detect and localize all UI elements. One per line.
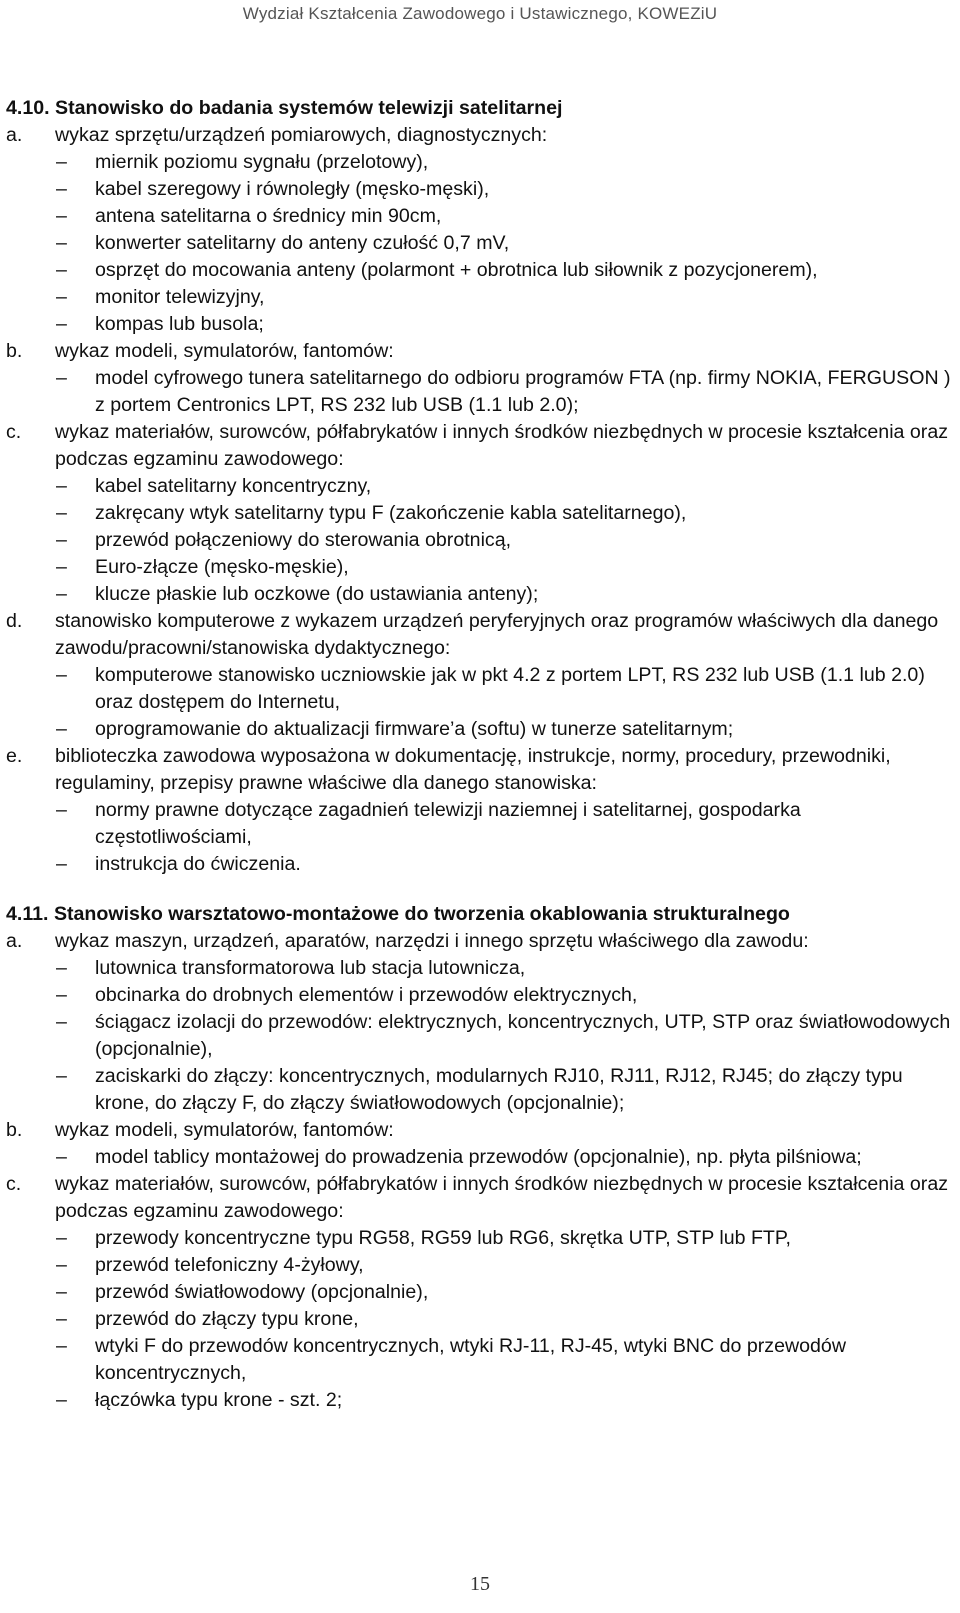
sub-list-text: monitor telewizyjny, (95, 286, 265, 308)
sub-list-text: przewód połączeniowy do sterowania obrotnicą, (95, 529, 512, 551)
item-letter: a. (6, 930, 23, 952)
list-item (6, 338, 954, 365)
dash-bullet-icon: – (56, 1389, 67, 1411)
sub-list-text: klucze płaskie lub oczkowe (do ustawiania anteny); (95, 583, 539, 605)
item-text: wykaz modeli, symulatorów, fantomów: (55, 1119, 394, 1141)
sub-list (6, 955, 954, 1117)
sub-list-text: Euro-złącze (męsko-męskie), (95, 556, 349, 578)
dash-bullet-icon: – (56, 151, 67, 173)
item-text: biblioteczka zawodowa wyposażona w dokumentację, instrukcje, normy, procedury, przewodniki, regulaminy, przepisy prawne właściwe dla danego stanowiska: (55, 745, 891, 794)
page-header: Wydział Kształcenia Zawodowego i Ustawicznego, KOWEZiU (242, 4, 718, 23)
dash-bullet-icon: – (56, 529, 67, 551)
item-letter: a. (6, 124, 23, 146)
dash-bullet-icon: – (56, 799, 67, 821)
sub-list (6, 473, 954, 608)
sub-list-item (6, 203, 954, 230)
dash-bullet-icon: – (56, 1281, 67, 1303)
list-item (6, 743, 954, 797)
dash-bullet-icon: – (56, 259, 67, 281)
sub-list-item (6, 176, 954, 203)
document-body (6, 94, 954, 1414)
dash-bullet-icon: – (56, 178, 67, 200)
sub-list-item (6, 1252, 954, 1279)
sub-list (6, 1225, 954, 1414)
list-item (6, 928, 954, 955)
sub-list-text: zakręcany wtyk satelitarny typu F (zakończenie kabla satelitarnego), (95, 502, 687, 524)
dash-bullet-icon: – (56, 232, 67, 254)
dash-bullet-icon: – (56, 583, 67, 605)
dash-bullet-icon: – (56, 718, 67, 740)
list-item (6, 1117, 954, 1144)
sub-list-text: przewód światłowodowy (opcjonalnie), (95, 1281, 429, 1303)
item-letter: d. (6, 610, 23, 632)
dash-bullet-icon: – (56, 1011, 67, 1033)
sub-list-item (6, 1279, 954, 1306)
sub-list-item (6, 554, 954, 581)
section (6, 94, 954, 878)
dash-bullet-icon: – (56, 664, 67, 686)
item-letter: b. (6, 1119, 23, 1141)
sub-list-item (6, 284, 954, 311)
sub-list-text: łączówka typu krone - szt. 2; (95, 1389, 343, 1411)
dash-bullet-icon: – (56, 984, 67, 1006)
item-text: wykaz maszyn, urządzeń, aparatów, narzędzi i innego sprzętu właściwego dla zawodu: (55, 930, 809, 952)
sub-list-item (6, 797, 954, 851)
sub-list-item (6, 1333, 954, 1387)
dash-bullet-icon: – (56, 1146, 67, 1168)
sub-list-text: przewody koncentryczne typu RG58, RG59 lub RG6, skrętka UTP, STP lub FTP, (95, 1227, 791, 1249)
sub-list-item (6, 1144, 954, 1171)
page-number: 15 (470, 1573, 490, 1595)
list-item (6, 419, 954, 473)
item-letter: b. (6, 340, 23, 362)
sub-list-text: komputerowe stanowisko uczniowskie jak w pkt 4.2 z portem LPT, RS 232 lub USB (1.1 lub 2.0) oraz dostępem do Internetu, (95, 664, 925, 713)
list-item (6, 608, 954, 662)
sub-list-text: model cyfrowego tunera satelitarnego do odbioru programów FTA (np. firmy NOKIA, FERGUSON ) z portem Centronics LPT, RS 232 lub USB (1.1 lub 2.0); (95, 367, 951, 416)
dash-bullet-icon: – (56, 1254, 67, 1276)
sub-list-text: ściągacz izolacji do przewodów: elektrycznych, koncentrycznych, UTP, STP oraz światłowodowych (opcjonalnie), (95, 1011, 951, 1060)
sub-list (6, 365, 954, 419)
sub-list-item (6, 1387, 954, 1414)
sub-list-item (6, 581, 954, 608)
sub-list-text: wtyki F do przewodów koncentrycznych, wtyki RJ-11, RJ-45, wtyki BNC do przewodów koncentrycznych, (95, 1335, 846, 1384)
sub-list-item (6, 311, 954, 338)
sub-list-item (6, 1225, 954, 1252)
dash-bullet-icon: – (56, 957, 67, 979)
sub-list-text: normy prawne dotyczące zagadnień telewizji naziemnej i satelitarnej, gospodarka częstotliwościami, (95, 799, 801, 848)
sub-list-text: obcinarka do drobnych elementów i przewodów elektrycznych, (95, 984, 638, 1006)
sub-list-text: instrukcja do ćwiczenia. (95, 853, 301, 875)
sub-list-text: oprogramowanie do aktualizacji firmware’a (softu) w tunerze satelitarnym; (95, 718, 734, 740)
sub-list (6, 1144, 954, 1171)
sub-list-text: przewód do złączy typu krone, (95, 1308, 359, 1330)
dash-bullet-icon: – (56, 313, 67, 335)
dash-bullet-icon: – (56, 205, 67, 227)
list-item (6, 1171, 954, 1225)
dash-bullet-icon: – (56, 367, 67, 389)
sub-list-text: antena satelitarna o średnicy min 90cm, (95, 205, 442, 227)
sub-list (6, 149, 954, 338)
section-title: 4.10. Stanowisko do badania systemów telewizji satelitarnej (6, 97, 563, 119)
dash-bullet-icon: – (56, 1065, 67, 1087)
sub-list-item (6, 1009, 954, 1063)
sub-list-text: konwerter satelitarny do anteny czułość 0,7 mV, (95, 232, 510, 254)
dash-bullet-icon: – (56, 1308, 67, 1330)
sub-list-item (6, 716, 954, 743)
item-letter: c. (6, 421, 22, 443)
sub-list-text: miernik poziomu sygnału (przelotowy), (95, 151, 429, 173)
dash-bullet-icon: – (56, 502, 67, 524)
sub-list-item (6, 527, 954, 554)
sub-list-item (6, 257, 954, 284)
dash-bullet-icon: – (56, 1227, 67, 1249)
dash-bullet-icon: – (56, 556, 67, 578)
list-item (6, 122, 954, 149)
dash-bullet-icon: – (56, 475, 67, 497)
item-text: wykaz sprzętu/urządzeń pomiarowych, diagnostycznych: (55, 124, 548, 146)
sub-list (6, 797, 954, 878)
sub-list-text: kompas lub busola; (95, 313, 264, 335)
dash-bullet-icon: – (56, 1335, 67, 1357)
sub-list (6, 662, 954, 743)
sub-list-text: zaciskarki do złączy: koncentrycznych, modularnych RJ10, RJ11, RJ12, RJ45; do złączy typu krone, do złączy F, do złączy światłowodowych (opcjonalnie); (95, 1065, 903, 1114)
sub-list-text: osprzęt do mocowania anteny (polarmont + obrotnica lub siłownik z pozycjonerem), (95, 259, 818, 281)
item-text: stanowisko komputerowe z wykazem urządzeń peryferyjnych oraz programów właściwych dla danego zawodu/pracowni/stanowiska dydaktycznego: (55, 610, 939, 659)
sub-list-item (6, 1306, 954, 1333)
sub-list-item (6, 1063, 954, 1117)
sub-list-item (6, 500, 954, 527)
sub-list-item (6, 955, 954, 982)
dash-bullet-icon: – (56, 286, 67, 308)
sub-list-item (6, 365, 954, 419)
item-text: wykaz modeli, symulatorów, fantomów: (55, 340, 394, 362)
sub-list-item (6, 662, 954, 716)
sub-list-item (6, 851, 954, 878)
section (6, 900, 954, 1414)
sub-list-item (6, 149, 954, 176)
sub-list-item (6, 473, 954, 500)
sub-list-text: lutownica transformatorowa lub stacja lutownicza, (95, 957, 526, 979)
item-text: wykaz materiałów, surowców, półfabrykatów i innych środków niezbędnych w procesie kształcenia oraz podczas egzaminu zawodowego: (55, 1173, 949, 1222)
item-text: wykaz materiałów, surowców, półfabrykatów i innych środków niezbędnych w procesie kształcenia oraz podczas egzaminu zawodowego: (55, 421, 949, 470)
item-letter: c. (6, 1173, 22, 1195)
sub-list-text: model tablicy montażowej do prowadzenia przewodów (opcjonalnie), np. płyta pilśniowa; (95, 1146, 862, 1168)
sub-list-item (6, 230, 954, 257)
sub-list-item (6, 982, 954, 1009)
sub-list-text: kabel satelitarny koncentryczny, (95, 475, 372, 497)
dash-bullet-icon: – (56, 853, 67, 875)
item-letter: e. (6, 745, 23, 767)
sub-list-text: przewód telefoniczny 4-żyłowy, (95, 1254, 364, 1276)
sub-list-text: kabel szeregowy i równoległy (męsko-męski), (95, 178, 490, 200)
section-title: 4.11. Stanowisko warsztatowo-montażowe do tworzenia okablowania strukturalnego (6, 903, 790, 925)
